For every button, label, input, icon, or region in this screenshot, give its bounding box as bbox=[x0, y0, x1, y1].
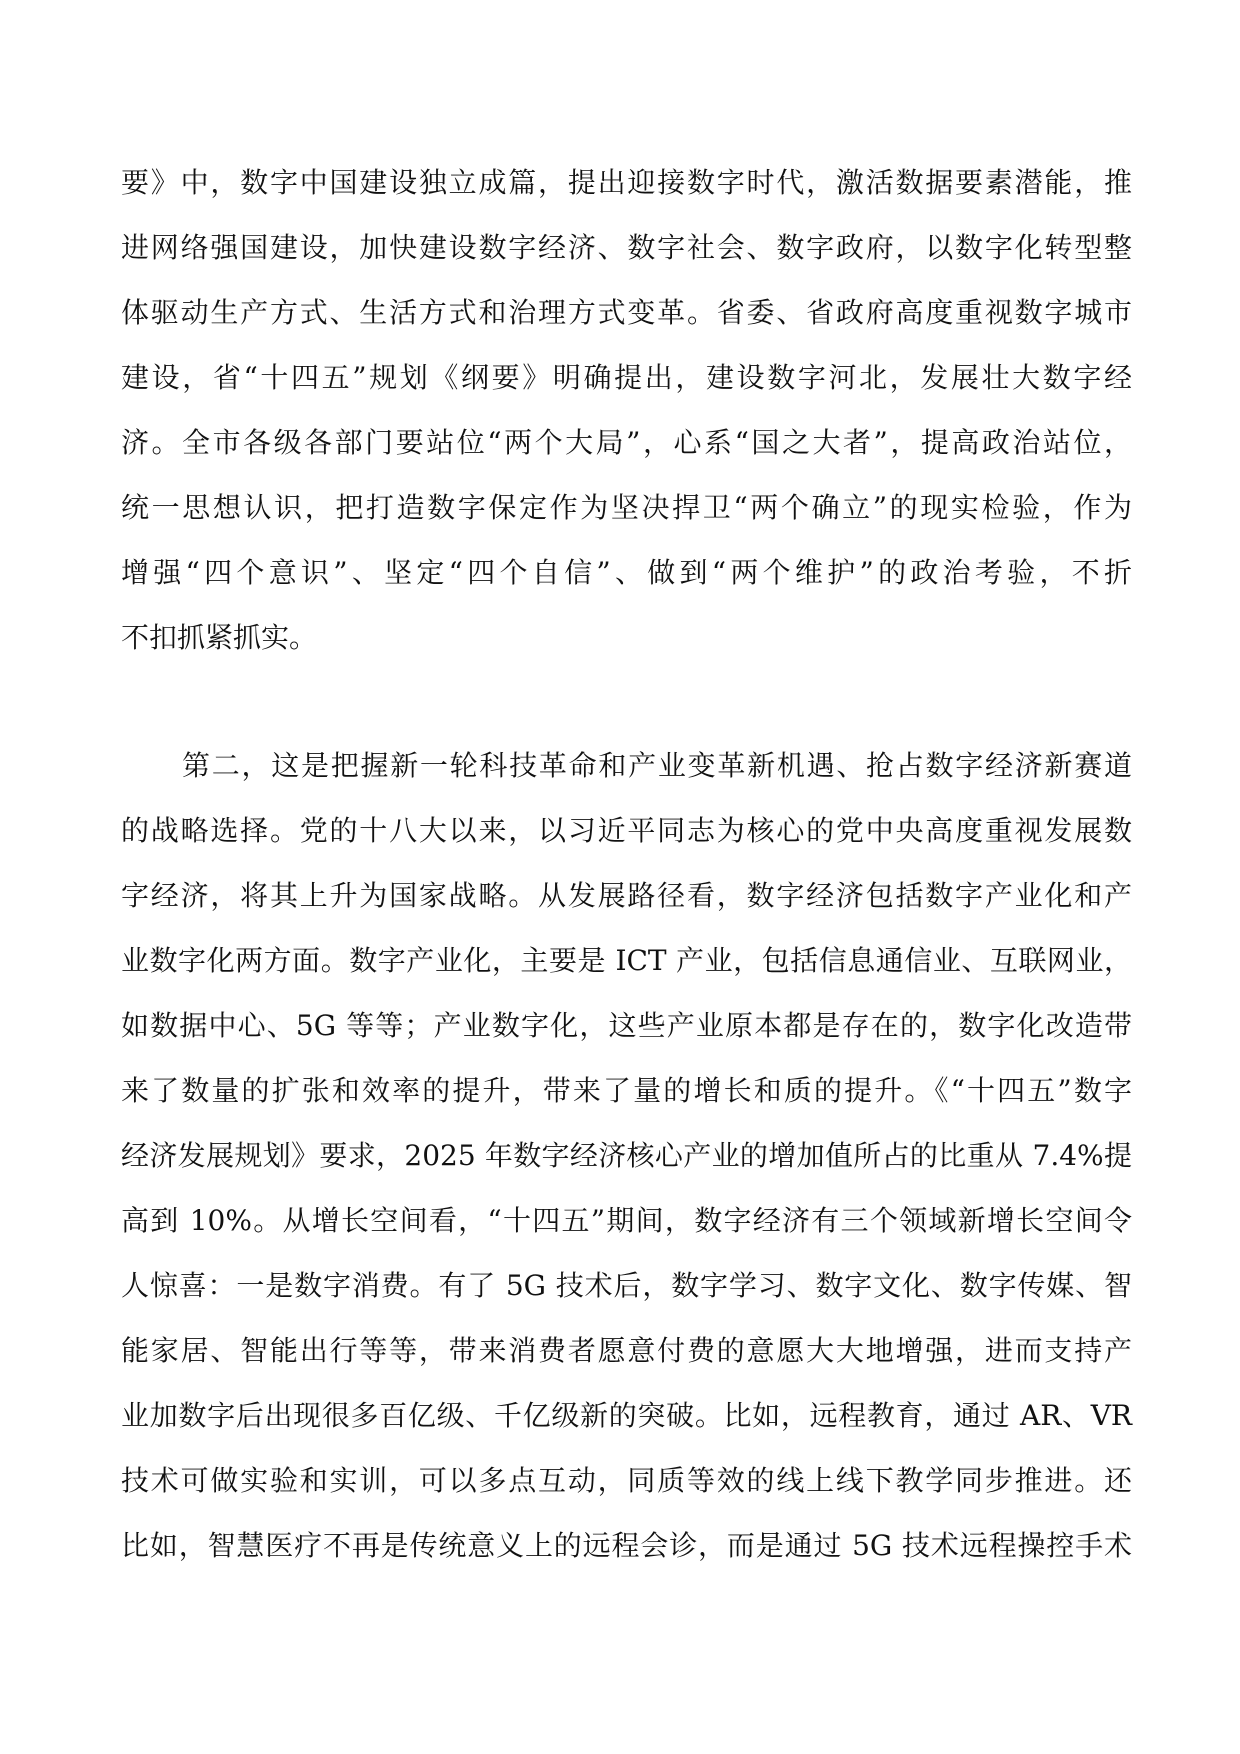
text-line: 建设，省“十四五”规划《纲要》明确提出，建设数字河北，发展壮大数字经 bbox=[121, 361, 1132, 394]
text-line: 增强“四个意识”、坚定“四个自信”、做到“两个维护”的政治考验，不折 bbox=[121, 556, 1132, 589]
text-line: 的战略选择。党的十八大以来，以习近平同志为核心的党中央高度重视发展数 bbox=[121, 814, 1132, 847]
paragraph-1 bbox=[121, 150, 1132, 670]
text-line: 高到 10%。从增长空间看，“十四五”期间，数字经济有三个领域新增长空间令 bbox=[121, 1204, 1132, 1237]
text-line: 如数据中心、5G 等等；产业数字化，这些产业原本都是存在的，数字化改造带 bbox=[121, 1009, 1132, 1042]
text-line: 人惊喜：一是数字消费。有了 5G 技术后，数字学习、数字文化、数字传媒、智 bbox=[121, 1269, 1132, 1302]
text-line: 来了数量的扩张和效率的提升，带来了量的增长和质的提升。《“十四五”数字 bbox=[121, 1074, 1132, 1107]
text-line: 要》中，数字中国建设独立成篇，提出迎接数字时代，激活数据要素潜能，推 bbox=[121, 166, 1132, 199]
text-line: 比如，智慧医疗不再是传统意义上的远程会诊，而是通过 5G 技术远程操控手术 bbox=[121, 1529, 1132, 1562]
text-line: 经济发展规划》要求，2025 年数字经济核心产业的增加值所占的比重从 7.4%提 bbox=[121, 1139, 1132, 1172]
text-line: 进网络强国建设，加快建设数字经济、数字社会、数字政府，以数字化转型整 bbox=[121, 231, 1132, 264]
text-line: 不扣抓紧抓实。 bbox=[121, 621, 318, 654]
text-line: 业数字化两方面。数字产业化，主要是 ICT 产业，包括信息通信业、互联网业， bbox=[121, 944, 1132, 977]
text-line: 济。全市各级各部门要站位“两个大局”，心系“国之大者”，提高政治站位， bbox=[121, 426, 1132, 459]
text-line: 业加数字后出现很多百亿级、千亿级新的突破。比如，远程教育，通过 AR、VR bbox=[121, 1399, 1132, 1432]
text-line: 能家居、智能出行等等，带来消费者愿意付费的意愿大大地增强，进而支持产 bbox=[121, 1334, 1132, 1367]
text-line: 体驱动生产方式、生活方式和治理方式变革。省委、省政府高度重视数字城市 bbox=[121, 296, 1132, 329]
text-line: 技术可做实验和实训，可以多点互动，同质等效的线上线下教学同步推进。还 bbox=[121, 1464, 1132, 1497]
text-line: 统一思想认识，把打造数字保定作为坚决捍卫“两个确立”的现实检验，作为 bbox=[121, 491, 1132, 524]
text-line: 第二，这是把握新一轮科技革命和产业变革新机遇、抢占数字经济新赛道 bbox=[182, 749, 1132, 782]
text-line: 字经济，将其上升为国家战略。从发展路径看，数字经济包括数字产业化和产 bbox=[121, 879, 1132, 912]
paragraph-2 bbox=[121, 733, 1132, 1578]
